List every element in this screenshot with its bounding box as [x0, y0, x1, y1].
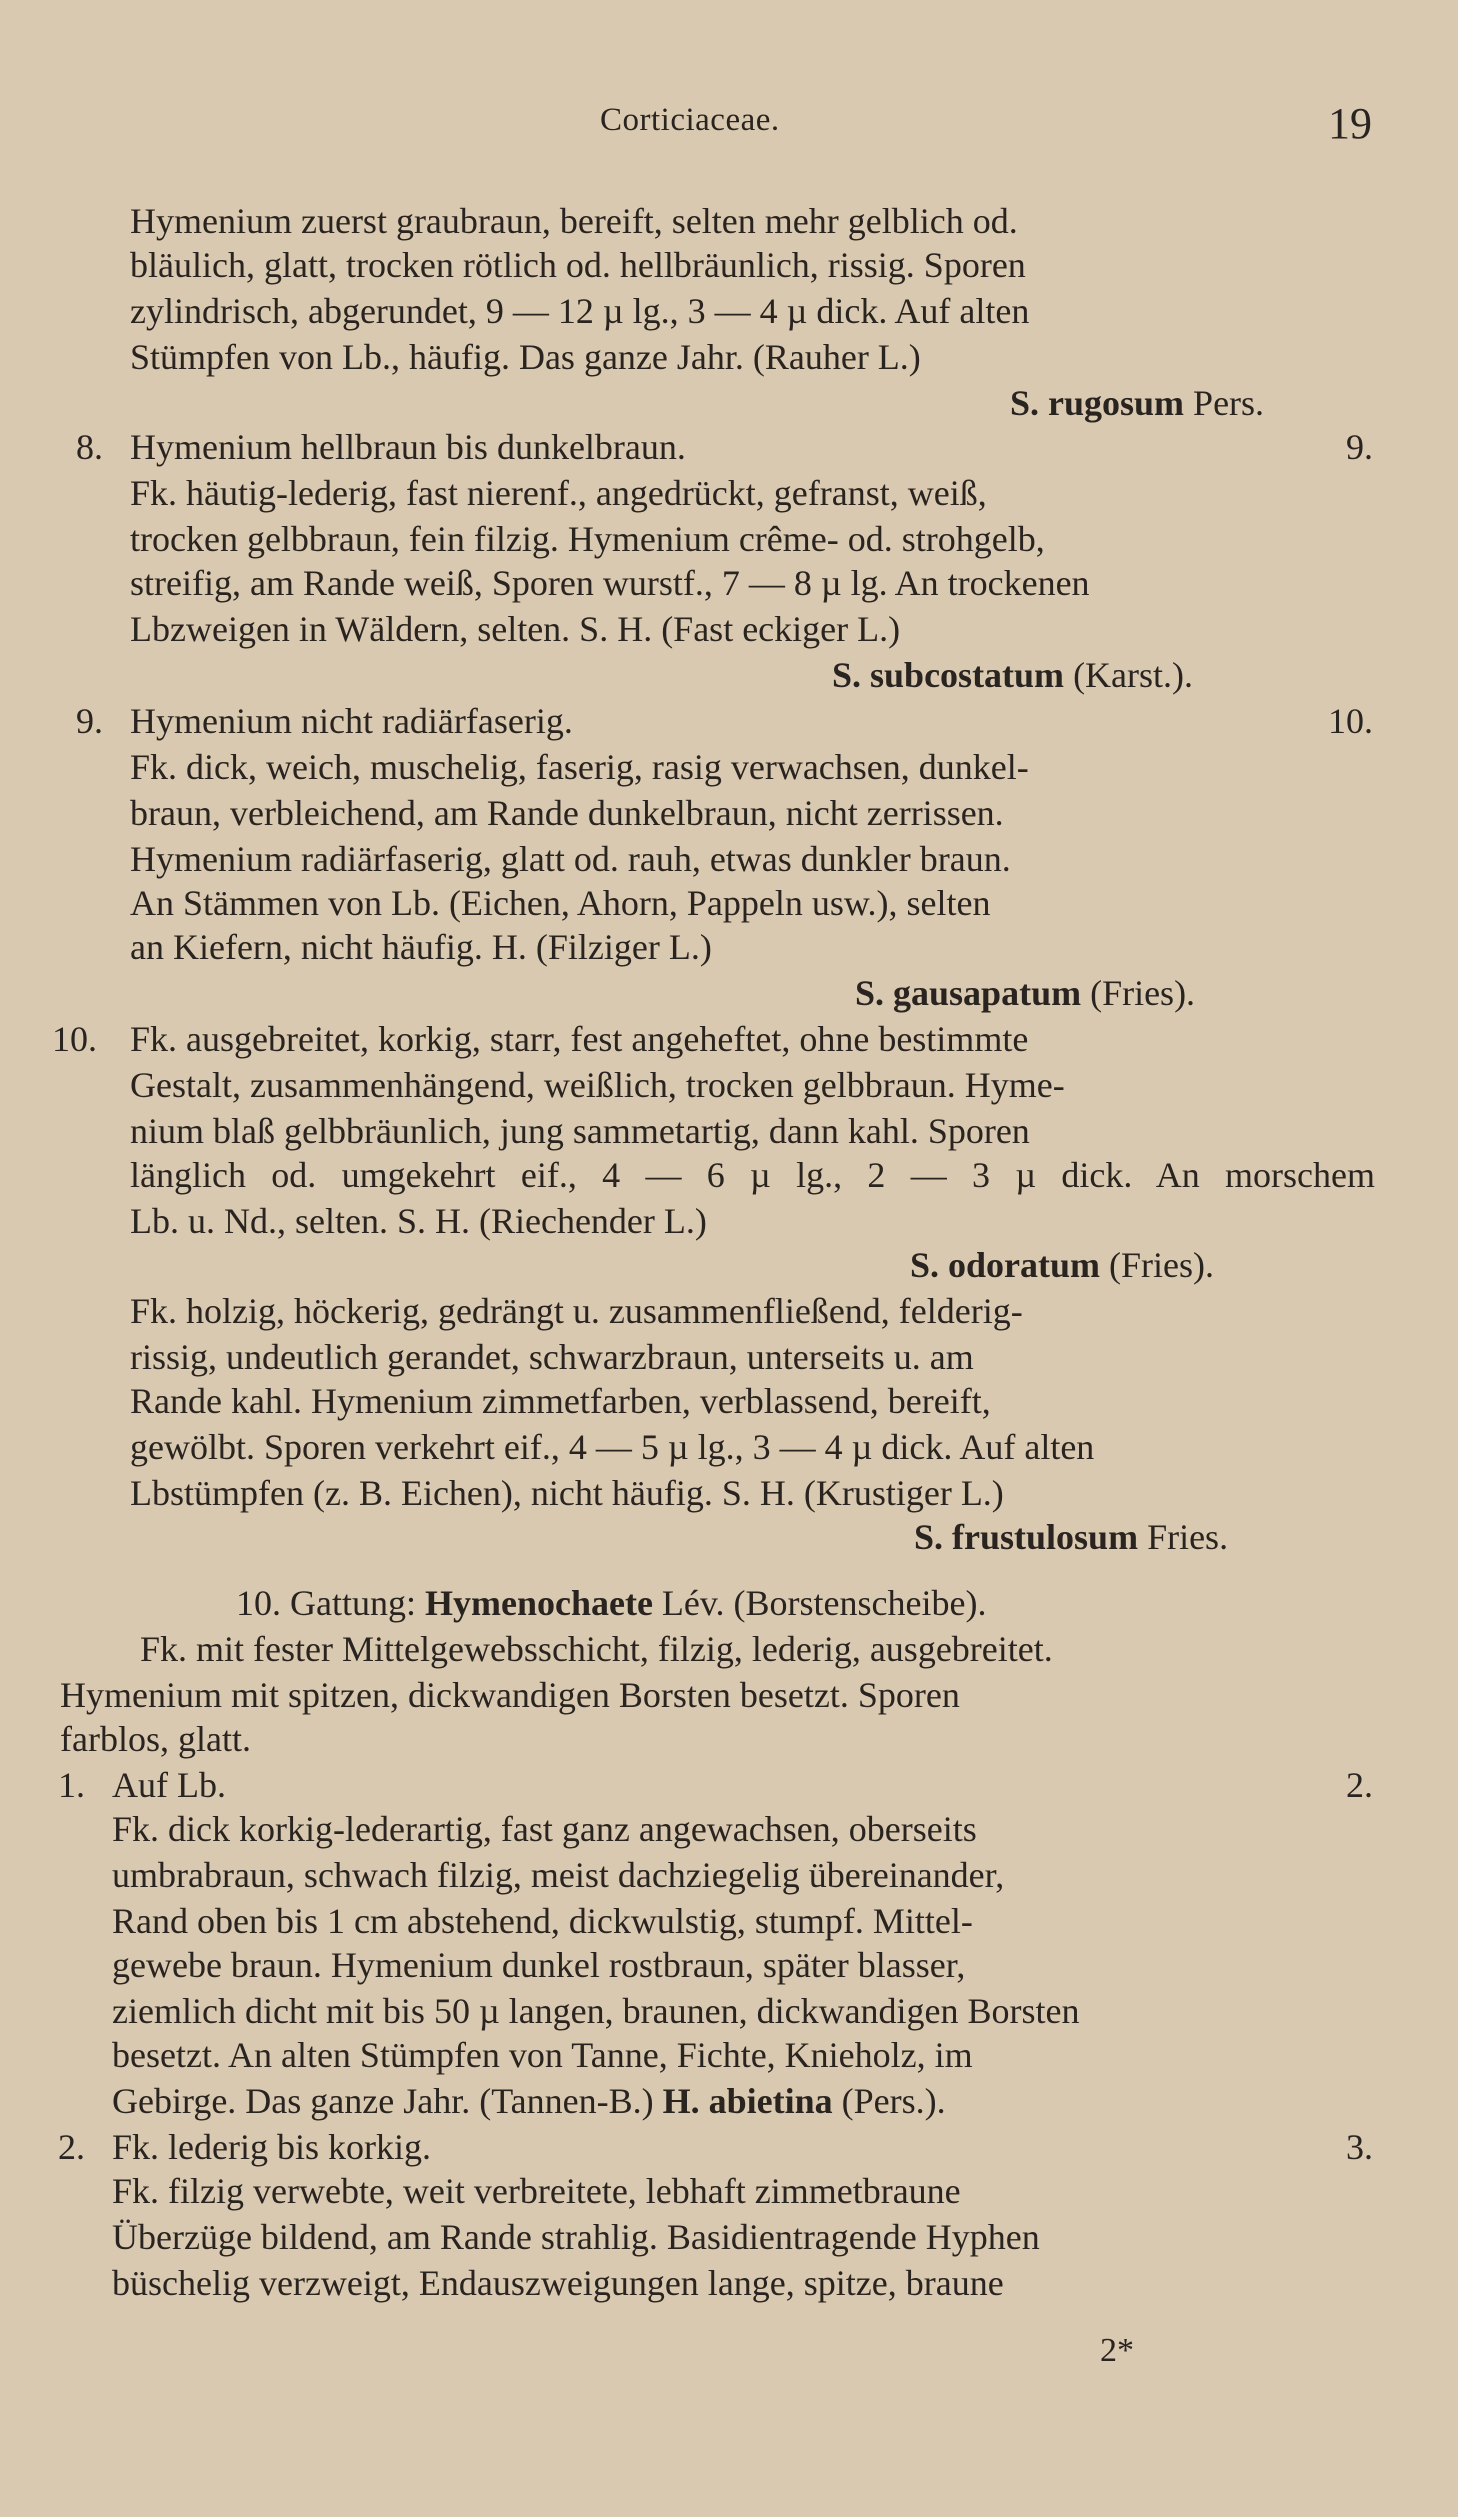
text-line — [0, 1378, 1458, 1424]
line-text: ziemlich dicht mit bis 50 µ langen, braunen, dickwandigen Borsten — [112, 1991, 1080, 2031]
text-line — [0, 1514, 1458, 1560]
text-line — [0, 1108, 1458, 1154]
species-name: S. subcostatum — [832, 655, 1065, 695]
genus-heading — [236, 1580, 986, 1626]
line-text: Hymenium radiärfaserig, glatt od. rauh, etwas dunkler braun. — [130, 839, 1011, 879]
line-text: Fk. dick korkig-lederartig, fast ganz angewachsen, oberseits — [112, 1809, 977, 1849]
line-text: An Stämmen von Lb. (Eichen, Ahorn, Pappeln usw.), selten — [130, 883, 991, 923]
line-text: besetzt. An alten Stümpfen von Tanne, Fichte, Knieholz, im — [112, 2035, 973, 2075]
text-line — [0, 1016, 1458, 1062]
text-line — [0, 2214, 1458, 2260]
line-text: Hymenium mit spitzen, dickwandigen Borsten besetzt. Sporen — [60, 1675, 960, 1715]
line-text: an Kiefern, nicht häufig. H. (Filziger L.) — [130, 927, 712, 967]
line-text: Hymenium zuerst graubraun, bereift, selten mehr gelblich od. — [130, 201, 1018, 241]
page-number: 19 — [1328, 99, 1372, 148]
text-line — [0, 560, 1458, 606]
text-line — [0, 380, 1458, 426]
line-text: streifig, am Rande weiß, Sporen wurstf., 7 — 8 µ lg. An trockenen — [130, 563, 1090, 603]
text-line — [0, 790, 1458, 836]
key-reference: 3. — [1346, 2127, 1373, 2167]
text-line — [0, 1762, 1458, 1808]
text-line — [0, 1470, 1458, 1516]
line-text: Fk. holzig, höckerig, gedrängt u. zusammenfließend, felderig- — [130, 1291, 1023, 1331]
genus-name: Hymenochaete — [424, 1583, 653, 1623]
line-text: Auf Lb. — [112, 1765, 226, 1805]
page-header — [0, 98, 1458, 158]
line-text: bläulich, glatt, trocken rötlich od. hellbräunlich, rissig. Sporen — [130, 245, 1026, 285]
species-name: S. frustulosum — [914, 1517, 1139, 1557]
text-line — [0, 970, 1458, 1016]
key-number: 1. — [58, 1765, 85, 1805]
text-line — [0, 1152, 1458, 1198]
text-line — [0, 836, 1458, 882]
text-line — [0, 2168, 1458, 2214]
key-number: 8. — [76, 427, 103, 467]
key-reference: 2. — [1346, 1765, 1373, 1805]
key-reference: 10. — [1328, 701, 1373, 741]
line-text: Fk. ausgebreitet, korkig, starr, fest angeheftet, ohne bestimmte — [130, 1019, 1029, 1059]
text-line — [0, 242, 1458, 288]
key-number: 2. — [58, 2127, 85, 2167]
line-text: Hymenium nicht radiärfaserig. — [130, 701, 573, 741]
text-line — [0, 424, 1458, 470]
line-text: büschelig verzweigt, Endauszweigungen lange, spitze, braune — [112, 2263, 1004, 2303]
text-line — [0, 924, 1458, 970]
line-text: Lbstümpfen (z. B. Eichen), nicht häufig. S. H. (Krustiger L.) — [130, 1473, 1004, 1513]
text-line — [0, 1626, 1458, 1672]
line-text: braun, verbleichend, am Rande dunkelbraun, nicht zerrissen. — [130, 793, 1004, 833]
text-line — [0, 744, 1458, 790]
text-line — [0, 2124, 1458, 2170]
line-text: Fk. filzig verwebte, weit verbreitete, lebhaft zimmetbraune — [112, 2171, 961, 2211]
line-text: nium blaß gelbbräunlich, jung sammetartig, dann kahl. Sporen — [130, 1111, 1030, 1151]
line-text: Fk. häutig-lederig, fast nierenf., angedrückt, gefranst, weiß, — [130, 473, 987, 513]
text-line — [0, 2032, 1458, 2078]
line-text: rissig, undeutlich gerandet, schwarzbraun, unterseits u. am — [130, 1337, 974, 1377]
line-text: länglich od. umgekehrt eif., 4 — 6 µ lg., 2 — 3 µ dick. An morschem — [130, 1155, 1375, 1195]
species-author: Pers. — [1184, 383, 1265, 423]
text-line — [0, 2260, 1458, 2306]
species-name: S. odoratum — [910, 1245, 1101, 1285]
text-line — [0, 470, 1458, 516]
line-text: Überzüge bildend, am Rande strahlig. Basidientragende Hyphen — [112, 2217, 1040, 2257]
line-text: gewölbt. Sporen verkehrt eif., 4 — 5 µ lg., 3 — 4 µ dick. Auf alten — [130, 1427, 1095, 1467]
genus-author: Lév. (Borstenscheibe). — [652, 1583, 987, 1623]
species-name: H. abietina — [662, 2081, 833, 2121]
line-text: Rande kahl. Hymenium zimmetfarben, verblassend, bereift, — [130, 1381, 991, 1421]
text-line — [0, 698, 1458, 744]
text-line — [0, 1898, 1458, 1944]
line-text: Lbzweigen in Wäldern, selten. S. H. (Fast eckiger L.) — [130, 609, 901, 649]
text-line — [0, 1852, 1458, 1898]
text-line — [0, 652, 1458, 698]
text-line — [0, 1424, 1458, 1470]
line-text: Lb. u. Nd., selten. S. H. (Riechender L.) — [130, 1201, 707, 1241]
line-text: Stümpfen von Lb., häufig. Das ganze Jahr. (Rauher L.) — [130, 337, 921, 377]
text-line — [0, 1672, 1458, 1718]
species-author: (Karst.). — [1064, 655, 1194, 695]
text-line — [0, 516, 1458, 562]
line-text: Fk. mit fester Mittelgewebsschicht, filzig, lederig, ausgebreitet. — [140, 1629, 1053, 1669]
text-line — [0, 1988, 1458, 2034]
line-text: Rand oben bis 1 cm abstehend, dickwulstig, stumpf. Mittel- — [112, 1901, 973, 1941]
text-line — [0, 880, 1458, 926]
key-reference: 9. — [1346, 427, 1373, 467]
running-head: Corticiaceae. — [600, 102, 780, 138]
line-text: Fk. lederig bis korkig. — [112, 2127, 431, 2167]
text-line — [0, 1806, 1458, 1852]
text-line — [0, 1062, 1458, 1108]
species-author: (Fries). — [1081, 973, 1196, 1013]
text-line — [0, 334, 1458, 380]
text-line — [0, 1942, 1458, 1988]
text-line — [0, 198, 1458, 244]
line-text: zylindrisch, abgerundet, 9 — 12 µ lg., 3 — 4 µ dick. Auf alten — [130, 291, 1030, 331]
key-number: 10. — [52, 1019, 97, 1059]
line-text: trocken gelbbraun, fein filzig. Hymenium crême- od. strohgelb, — [130, 519, 1045, 559]
key-number: 9. — [76, 701, 103, 741]
text-line — [0, 1716, 1458, 1762]
text-line — [0, 1334, 1458, 1380]
species-name: S. gausapatum — [855, 973, 1082, 1013]
species-name: S. rugosum — [1010, 383, 1185, 423]
line-text: gewebe braun. Hymenium dunkel rostbraun, später blasser, — [112, 1945, 966, 1985]
text-line — [0, 1198, 1458, 1244]
genus-number: 10. Gattung: — [236, 1583, 425, 1623]
text-line — [0, 288, 1458, 334]
text-line — [0, 2078, 1458, 2124]
text-line — [0, 606, 1458, 652]
line-text: Hymenium hellbraun bis dunkelbraun. — [130, 427, 686, 467]
line-text: Gebirge. Das ganze Jahr. (Tannen-B.) — [112, 2081, 663, 2121]
text-line — [0, 1580, 1458, 1626]
line-text: farblos, glatt. — [60, 1719, 251, 1759]
text-line — [0, 1242, 1458, 1288]
line-text: umbrabraun, schwach filzig, meist dachziegelig übereinander, — [112, 1855, 1005, 1895]
text-line — [0, 1288, 1458, 1334]
line-text: Gestalt, zusammenhängend, weißlich, trocken gelbbraun. Hyme- — [130, 1065, 1065, 1105]
species-author: (Fries). — [1100, 1245, 1215, 1285]
line-text: Fk. dick, weich, muschelig, faserig, rasig verwachsen, dunkel- — [130, 747, 1029, 787]
species-author: (Pers.). — [832, 2081, 946, 2121]
signature-mark: 2* — [1100, 2332, 1134, 2369]
species-author: Fries. — [1138, 1517, 1229, 1557]
